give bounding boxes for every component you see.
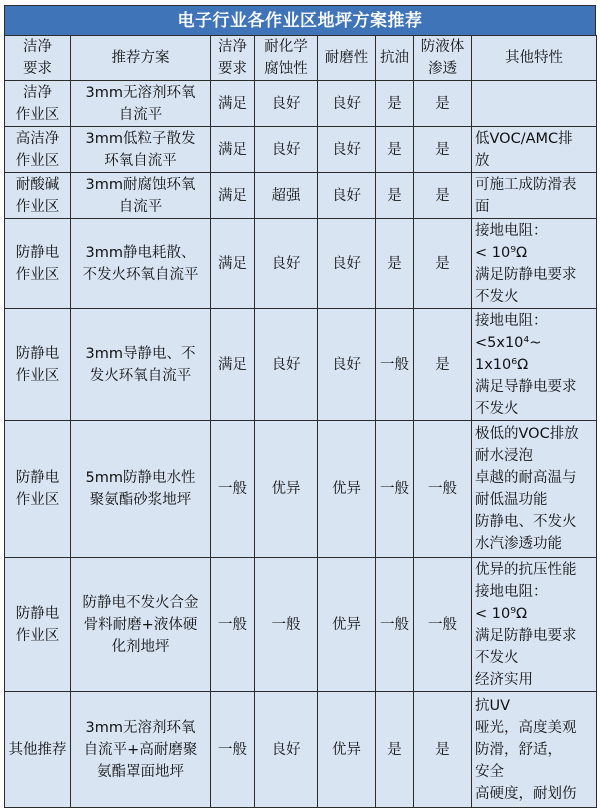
chem-cell: 一般 [255,558,318,692]
other-cell-line: 优异的抗压性能 [475,561,577,578]
other-cell-line: 耐水浸泡 [475,448,533,464]
other-cell-line: 不发火 [475,400,519,417]
table-row [5,309,597,421]
area-cell [5,309,71,421]
scheme-cell-line: 5mm防静电水性 [85,470,196,486]
area-cell-line: 防静电 [15,244,60,261]
chem-cell: 良好 [255,309,318,421]
other-cell-line: 接地电阻： [475,312,548,329]
header-text: 抗油 [380,50,409,66]
other-cell-line: < 10⁹Ω [475,244,528,261]
scheme-table-wrapper [4,5,596,808]
scheme-cell [71,127,211,173]
other-cell [472,173,597,219]
area-cell-line: 防静电 [15,470,60,486]
scheme-cell-line: 发火环氧自流平 [89,367,192,384]
other-cell-line: <5x10⁴~ [475,334,542,351]
header-text: 要求 [218,61,247,77]
area-cell-line: 耐酸碱 [15,176,60,193]
header-text: 要求 [23,61,52,77]
liquid-cell: 是 [414,692,472,808]
header-row [5,36,597,81]
scheme-cell-line: 不发火环氧自流平 [82,266,199,283]
oil-cell: 一般 [376,558,414,692]
liquid-cell: 是 [414,173,472,219]
other-cell-line: 满足导静电要求 [475,378,577,395]
other-cell-line: 接地电阻： [475,222,548,239]
scheme-table [4,35,597,808]
area-cell-line: 作业区 [15,266,60,283]
scheme-cell-line: 自流平 [118,198,163,215]
other-cell-line: 防滑，舒适， [475,741,562,758]
scheme-cell [71,558,211,692]
other-cell-line: 抗UV [475,697,511,714]
other-cell-line: 卓越的耐高温与 [475,470,577,486]
header-text: 洁净 [23,39,52,55]
table-row [5,421,597,558]
area-cell [5,173,71,219]
column-header-liquid [414,36,472,81]
scheme-cell-line: 自流平+高耐磨聚 [83,741,198,758]
wear-cell: 良好 [318,173,376,219]
scheme-cell [71,421,211,558]
wear-cell: 良好 [318,219,376,309]
scheme-cell-line: 3mm无溶剂环氧 [85,719,196,736]
other-cell-line: 高硬度，耐划伤 [475,785,577,802]
header-text: 渗透 [428,61,457,77]
area-cell-line: 作业区 [15,627,60,644]
scheme-cell-line: 3mm耐腐蚀环氧 [85,176,196,193]
scheme-cell [71,692,211,808]
column-header-clean-req [5,36,71,81]
other-cell [472,309,597,421]
header-text: 耐化学 [264,39,308,55]
area-cell [5,421,71,558]
other-cell-line: 接地电阻： [475,583,548,600]
column-header-other [472,36,597,81]
area-cell-line: 作业区 [15,106,60,123]
other-cell-line: 哑光，高度美观 [475,719,577,736]
scheme-cell-line: 3mm导静电、不 [85,345,196,362]
other-cell [472,81,597,127]
other-cell [472,219,597,309]
chem-cell: 良好 [255,127,318,173]
other-cell-line: 经济实用 [475,671,533,688]
clean-cell: 满足 [211,173,255,219]
oil-cell: 是 [376,81,414,127]
area-cell-line: 作业区 [15,152,60,169]
column-header-chem-resist [255,36,318,81]
wear-cell: 优异 [318,692,376,808]
other-cell [472,558,597,692]
liquid-cell: 是 [414,309,472,421]
clean-cell: 一般 [211,692,255,808]
area-cell-line: 作业区 [15,198,60,215]
clean-cell: 一般 [211,421,255,558]
header-text: 洁净 [218,39,247,55]
scheme-cell-line: 自流平 [118,106,163,123]
clean-cell: 满足 [211,127,255,173]
area-cell-line: 高洁净 [15,130,60,147]
other-cell-line: < 10⁹Ω [475,605,528,622]
table-row [5,692,597,808]
other-cell-line: 防静电、不发火 [475,514,577,530]
chem-cell: 良好 [255,692,318,808]
scheme-cell [71,309,211,421]
other-cell [472,421,597,558]
scheme-cell-line: 化剂地坪 [111,638,170,655]
chem-cell: 优异 [255,421,318,558]
oil-cell: 是 [376,219,414,309]
liquid-cell: 是 [414,219,472,309]
chem-cell: 良好 [255,219,318,309]
oil-cell: 是 [376,127,414,173]
oil-cell: 是 [376,692,414,808]
header-text: 腐蚀性 [264,61,308,77]
scheme-cell [71,173,211,219]
other-cell-line: 面 [475,198,490,215]
column-header-oil [376,36,414,81]
area-cell [5,81,71,127]
header-text: 防液体 [420,39,465,55]
liquid-cell: 一般 [414,558,472,692]
area-cell-line: 其他推荐 [8,741,67,758]
other-cell-line: 可施工成防滑表 [475,176,577,193]
area-cell-line: 作业区 [15,367,60,384]
other-cell-line: 不发火 [475,649,519,666]
other-cell-line: 极低的VOC排放 [475,426,579,442]
other-cell-line: 1x10⁶Ω [475,356,529,373]
scheme-cell-line: 防静电不发火合金 [82,594,199,611]
liquid-cell: 是 [414,127,472,173]
header-text: 其他特性 [505,50,563,66]
other-cell-line: 耐低温功能 [475,492,548,508]
area-cell-line: 洁净 [23,84,52,101]
clean-cell: 一般 [211,558,255,692]
table-row [5,81,597,127]
chem-cell: 超强 [255,173,318,219]
wear-cell: 良好 [318,127,376,173]
area-cell-line: 防静电 [15,605,60,622]
other-cell-line: 水汽渗透功能 [475,536,562,552]
scheme-cell-line: 氨酯罩面地坪 [97,763,184,780]
column-header-wear [318,36,376,81]
other-cell-line: 满足防静电要求 [475,627,577,644]
clean-cell: 满足 [211,81,255,127]
area-cell [5,219,71,309]
header-text: 耐磨性 [324,50,369,66]
column-header-clean-met [211,36,255,81]
scheme-cell-line: 3mm低粒子散发 [85,130,196,147]
wear-cell: 良好 [318,81,376,127]
clean-cell: 满足 [211,309,255,421]
chem-cell: 良好 [255,81,318,127]
scheme-cell [71,81,211,127]
area-cell [5,558,71,692]
scheme-cell-line: 骨料耐磨+液体硬 [83,616,198,633]
wear-cell: 优异 [318,558,376,692]
clean-cell: 满足 [211,219,255,309]
scheme-cell-line: 聚氨酯砂浆地坪 [89,492,192,508]
other-cell-line: 不发火 [475,288,519,305]
scheme-cell-line: 3mm静电耗散、 [85,244,196,261]
liquid-cell: 一般 [414,421,472,558]
wear-cell: 良好 [318,309,376,421]
other-cell [472,127,597,173]
table-row [5,219,597,309]
scheme-cell [71,219,211,309]
other-cell-line: 满足防静电要求 [475,266,577,283]
column-header-scheme [71,36,211,81]
area-cell [5,127,71,173]
other-cell [472,692,597,808]
table-row [5,127,597,173]
oil-cell: 一般 [376,421,414,558]
table-title: 电子行业各作业区地坪方案推荐 [4,5,596,35]
wear-cell: 优异 [318,421,376,558]
area-cell [5,692,71,808]
area-cell-line: 防静电 [15,345,60,362]
other-cell-line: 低VOC/AMC排 [475,130,573,147]
table-row [5,173,597,219]
liquid-cell: 是 [414,81,472,127]
scheme-cell-line: 3mm无溶剂环氧 [85,84,196,101]
area-cell-line: 作业区 [15,492,60,508]
header-text: 推荐方案 [111,50,170,66]
table-row [5,558,597,692]
other-cell-line: 放 [475,152,490,169]
other-cell-line: 安全 [475,763,504,780]
oil-cell: 是 [376,173,414,219]
oil-cell: 一般 [376,309,414,421]
scheme-cell-line: 环氧自流平 [104,152,177,169]
